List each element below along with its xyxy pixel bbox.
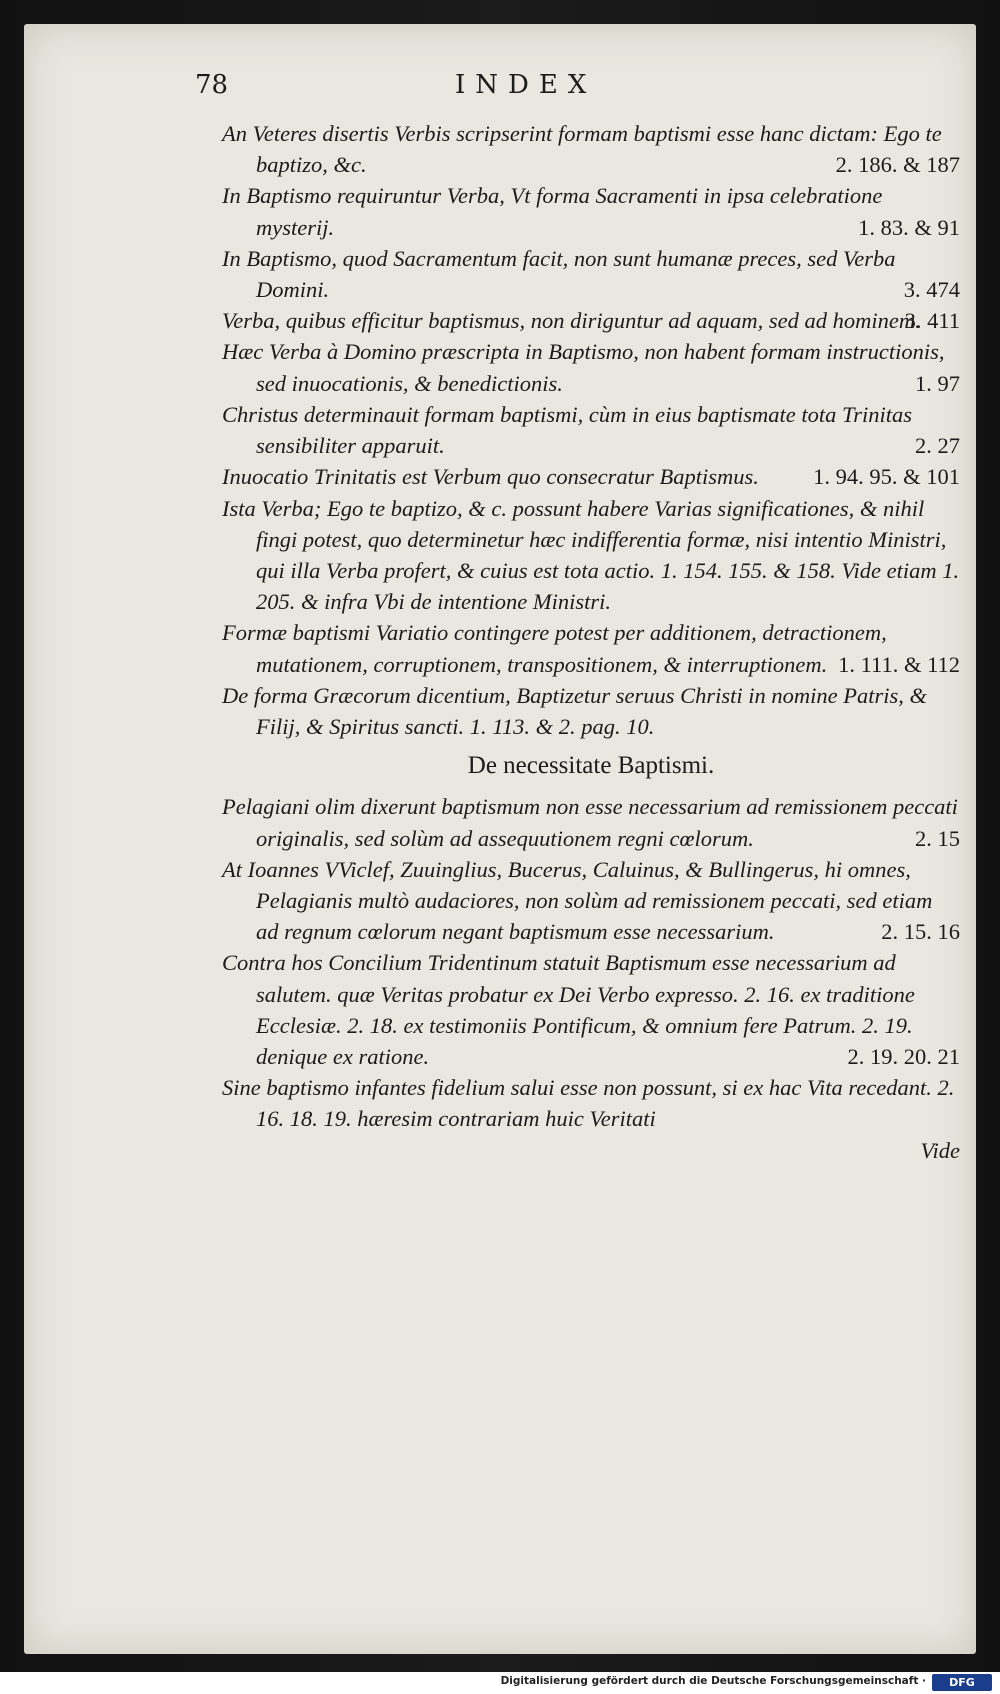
- entry-reference: 2. 15. 16: [881, 919, 960, 945]
- entry-text: Verba, quibus efficitur baptismus, non diriguntur ad aquam, sed ad hominem.: [222, 308, 921, 334]
- index-entry: [222, 493, 960, 618]
- entry-text: An Veteres disertis Verbis scripserint formam baptismi esse hanc dictam: Ego te baptizo, &c.: [222, 121, 942, 178]
- entry-text: Formæ baptismi Variatio contingere potest per additionem, detractionem, mutationem, corruptionem, transpositionem, & interruptionem.: [222, 620, 887, 677]
- index-entry: [222, 680, 960, 742]
- index-entry: [222, 1072, 960, 1134]
- footer-credit: Digitalisierung gefördert durch die Deutsche Forschungsgemeinschaft ·: [500, 1675, 926, 1687]
- entry-reference: 1. 97: [915, 370, 960, 396]
- section-heading: De necessitate Baptismi.: [467, 752, 715, 780]
- index-entry: [222, 336, 960, 398]
- entry-text: Christus determinauit formam baptismi, cùm in eius baptismate tota Trinitas sensibiliter apparuit.: [222, 401, 913, 459]
- index-entry: [222, 180, 960, 242]
- footer-bar: [0, 1672, 1000, 1694]
- entry-reference: 3. 411: [904, 308, 960, 334]
- index-entry: [222, 791, 960, 853]
- entry-reference: 1. 83. & 91: [858, 214, 960, 240]
- entries-list-a: [222, 118, 960, 742]
- entry-reference: 2. 15: [915, 825, 960, 851]
- entry-text: De forma Græcorum dicentium, Baptizetur seruus Christi in nomine Patris, & Filij, & Spiritus sancti. 1. 113. & 2. pag. 10.: [222, 682, 927, 739]
- page-header: [195, 70, 950, 110]
- entry-reference: 2. 27: [915, 433, 960, 459]
- page-number: 78: [195, 70, 229, 100]
- entry-text: In Baptismo requiruntur Verba, Vt forma Sacramenti in ipsa celebratione mysterij.: [222, 183, 883, 240]
- index-entry: [222, 305, 960, 336]
- index-entry: [222, 947, 960, 1072]
- index-entry: [222, 461, 960, 492]
- entry-text: Inuocatio Trinitatis est Verbum quo consecratur Baptismus.: [222, 464, 759, 490]
- entry-reference: 1. 111. & 112: [838, 651, 960, 677]
- dfg-logo: DFG: [932, 1674, 992, 1691]
- catchword: Vide: [920, 1137, 960, 1163]
- index-entry: [222, 854, 960, 948]
- entry-reference: 2. 186. & 187: [835, 152, 960, 178]
- index-entry: [222, 399, 960, 461]
- index-entry: [222, 118, 960, 180]
- entry-reference: 1. 94. 95. & 101: [813, 464, 960, 490]
- entry-reference: 3. 474: [903, 277, 960, 303]
- index-entry: [222, 617, 960, 679]
- running-head: INDEX: [455, 70, 597, 100]
- entry-text: Hæc Verba à Domino præscripta in Baptismo, non habent formam instructionis, sed inuocationis, & benedictionis.: [222, 339, 945, 396]
- entry-text: In Baptismo, quod Sacramentum facit, non sunt humanæ preces, sed Verba Domini.: [222, 245, 896, 303]
- entry-text: At Ioannes VViclef, Zuuinglius, Bucerus, Caluinus, & Bullingerus, hi omnes, Pelagianis multò audaciores, non solùm ad remissionem peccati, sed etiam ad regnum cœlorum negant baptismum esse necessarium.: [222, 856, 933, 945]
- entries-list-b: [222, 791, 960, 1134]
- index-entries: [222, 118, 960, 1166]
- entry-reference: 2. 19. 20. 21: [847, 1044, 960, 1070]
- entry-text: Contra hos Concilium Tridentinum statuit Baptismum esse necessarium ad salutem. quæ Veritas probatur ex Dei Verbo expresso. 2. 16. ex traditione Ecclesiæ. 2. 18. ex testimoniis Pontificum, & omnium fere Patrum. 2. 19. denique ex ratione.: [222, 950, 915, 1070]
- entry-text: Sine baptismo infantes fidelium salui esse non possunt, si ex hac Vita recedant. 2. 16. 18. 19. hæresim contrariam huic Veritati: [222, 1075, 955, 1132]
- entry-text: Pelagiani olim dixerunt baptismum non esse necessarium ad remissionem peccati originalis, sed solùm ad assequutionem regni cœlorum.: [222, 794, 958, 851]
- entry-text: Ista Verba; Ego te baptizo, & c. possunt habere Varias significationes, & nihil fingi potest, quo determinetur hæc indifferentia formæ, nisi intentio Ministri, qui illa Verba profert, & cuius est tota actio. 1. 154. 155. & 158. Vide etiam 1. 205. & infra Vbi de intentione Ministri.: [222, 495, 960, 615]
- index-entry: [222, 243, 960, 305]
